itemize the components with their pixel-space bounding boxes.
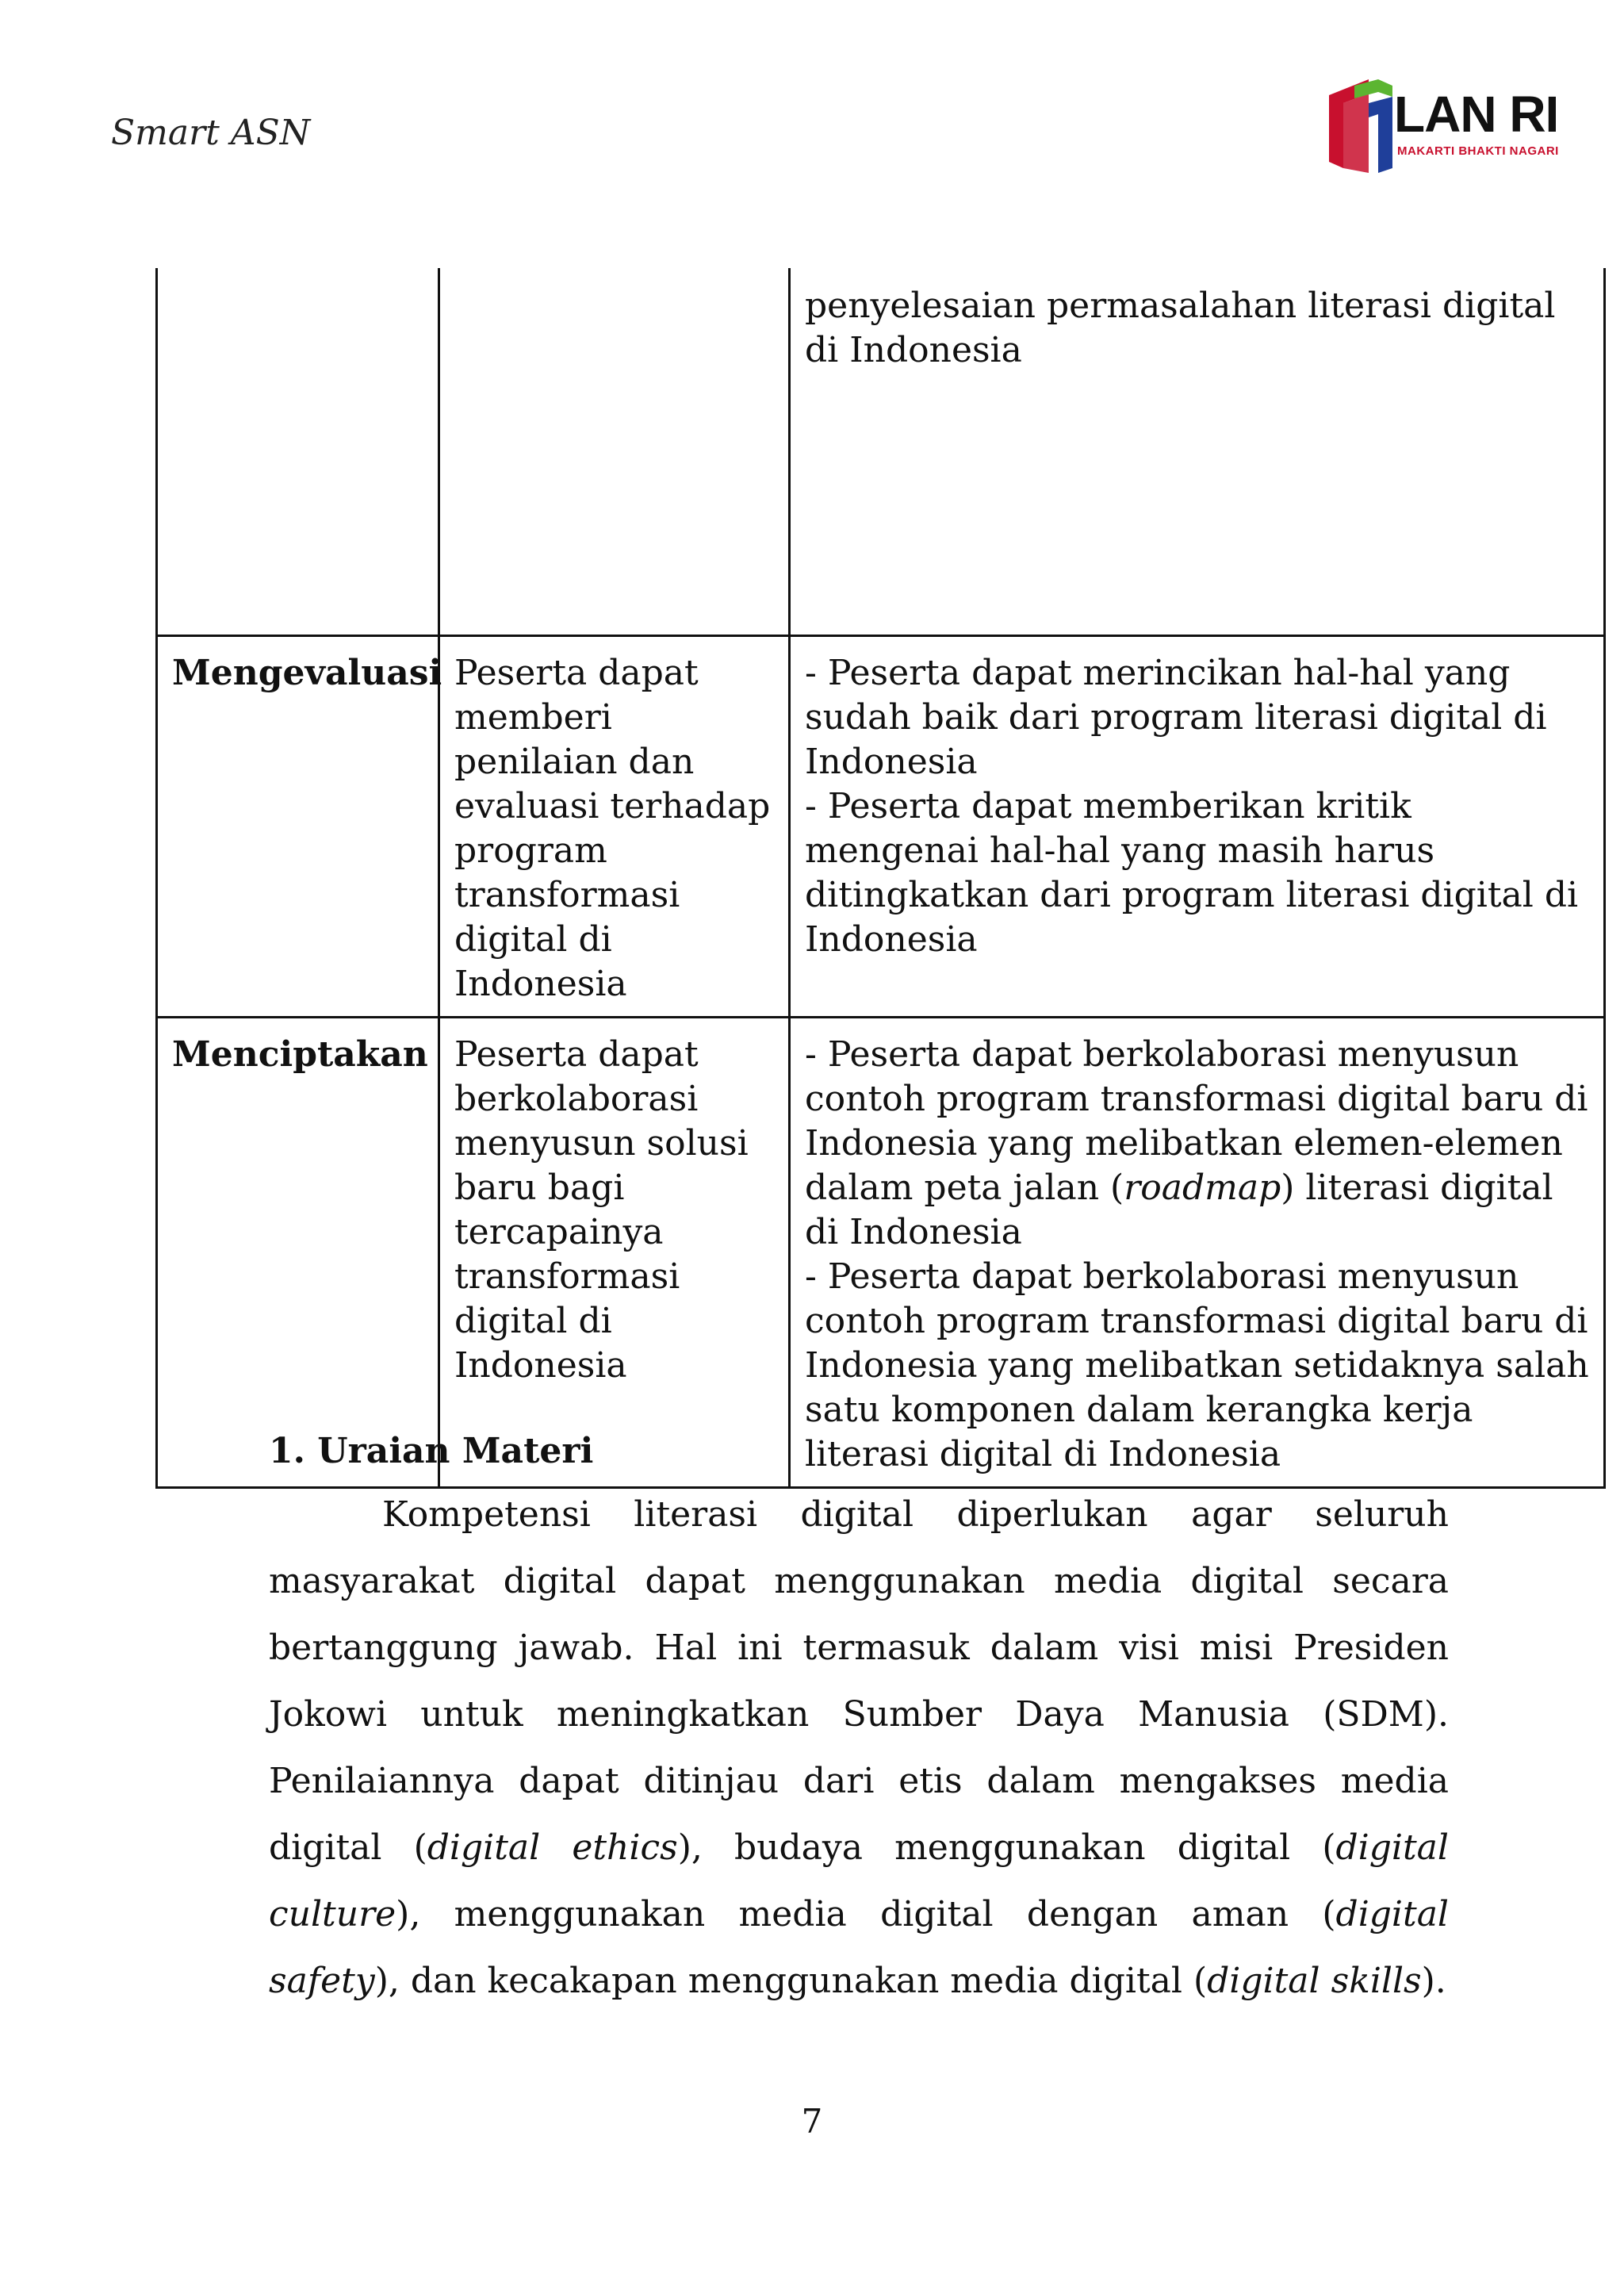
level-cell: [157, 268, 439, 636]
level-cell: Menciptakan: [157, 1018, 439, 1488]
objective-cell: Peserta dapat berkolaborasi menyusun solusi baru bagi tercapainya transformasi digital di Indonesia: [439, 1018, 790, 1488]
indicator-item: - Peserta dapat memberikan kritik mengenai hal-hal yang masih harus ditingkatkan dari program literasi digital di Indonesia: [805, 786, 1579, 960]
indicator-item: - Peserta dapat berkolaborasi menyusun contoh program transformasi digital baru di Indonesia yang melibatkan setidaknya salah satu komponen dalam kerangka kerja literasi digital di Indonesia: [805, 1256, 1589, 1474]
section-heading: 1. Uraian Materi: [269, 1431, 594, 1471]
logo-tagline: MAKARTI BHAKTI NAGARI: [1397, 144, 1559, 158]
running-header-title: Smart ASN: [111, 113, 311, 153]
level-cell: Mengevaluasi: [157, 636, 439, 1018]
section-uraian-materi: [269, 1428, 1449, 2015]
logo-wordmark: LAN RI: [1394, 86, 1559, 143]
indicator-item: - Peserta dapat berkolaborasi menyusun contoh program transformasi digital baru di Indonesia yang melibatkan elemen-elemen dalam peta jalan (roadmap) literasi digital di Indonesia: [805, 1034, 1588, 1252]
table-row: [157, 268, 1605, 636]
indicator-cell: [790, 1018, 1605, 1488]
page-number: 7: [801, 2102, 823, 2141]
table-row: [157, 636, 1605, 1018]
objective-cell: Peserta dapat memberi penilaian dan evaluasi terhadap program transformasi digital di Indonesia: [439, 636, 790, 1018]
body-paragraph: Kompetensi literasi digital diperlukan agar seluruh masyarakat digital dapat menggunakan media digital secara bertanggung jawab. Hal ini termasuk dalam visi misi Presiden Jokowi untuk meningkatkan Sumber Daya Manusia (SDM). Penilaiannya dapat ditinjau dari etis dalam mengakses media digital (digital ethics), budaya menggunakan digital (digital culture), menggunakan media digital dengan aman (digital safety), dan kecakapan menggunakan media digital (digital skills).: [269, 1494, 1449, 2001]
indicator-text: penyelesaian permasalahan literasi digital di Indonesia: [805, 286, 1556, 370]
indicator-cell: [790, 636, 1605, 1018]
objective-cell: [439, 268, 790, 636]
table-row: [157, 1018, 1605, 1488]
competency-table: [155, 268, 1606, 1489]
indicator-item: - Peserta dapat merincikan hal-hal yang sudah baik dari program literasi digital di Indonesia: [805, 653, 1547, 782]
indicator-cell: [790, 268, 1605, 636]
